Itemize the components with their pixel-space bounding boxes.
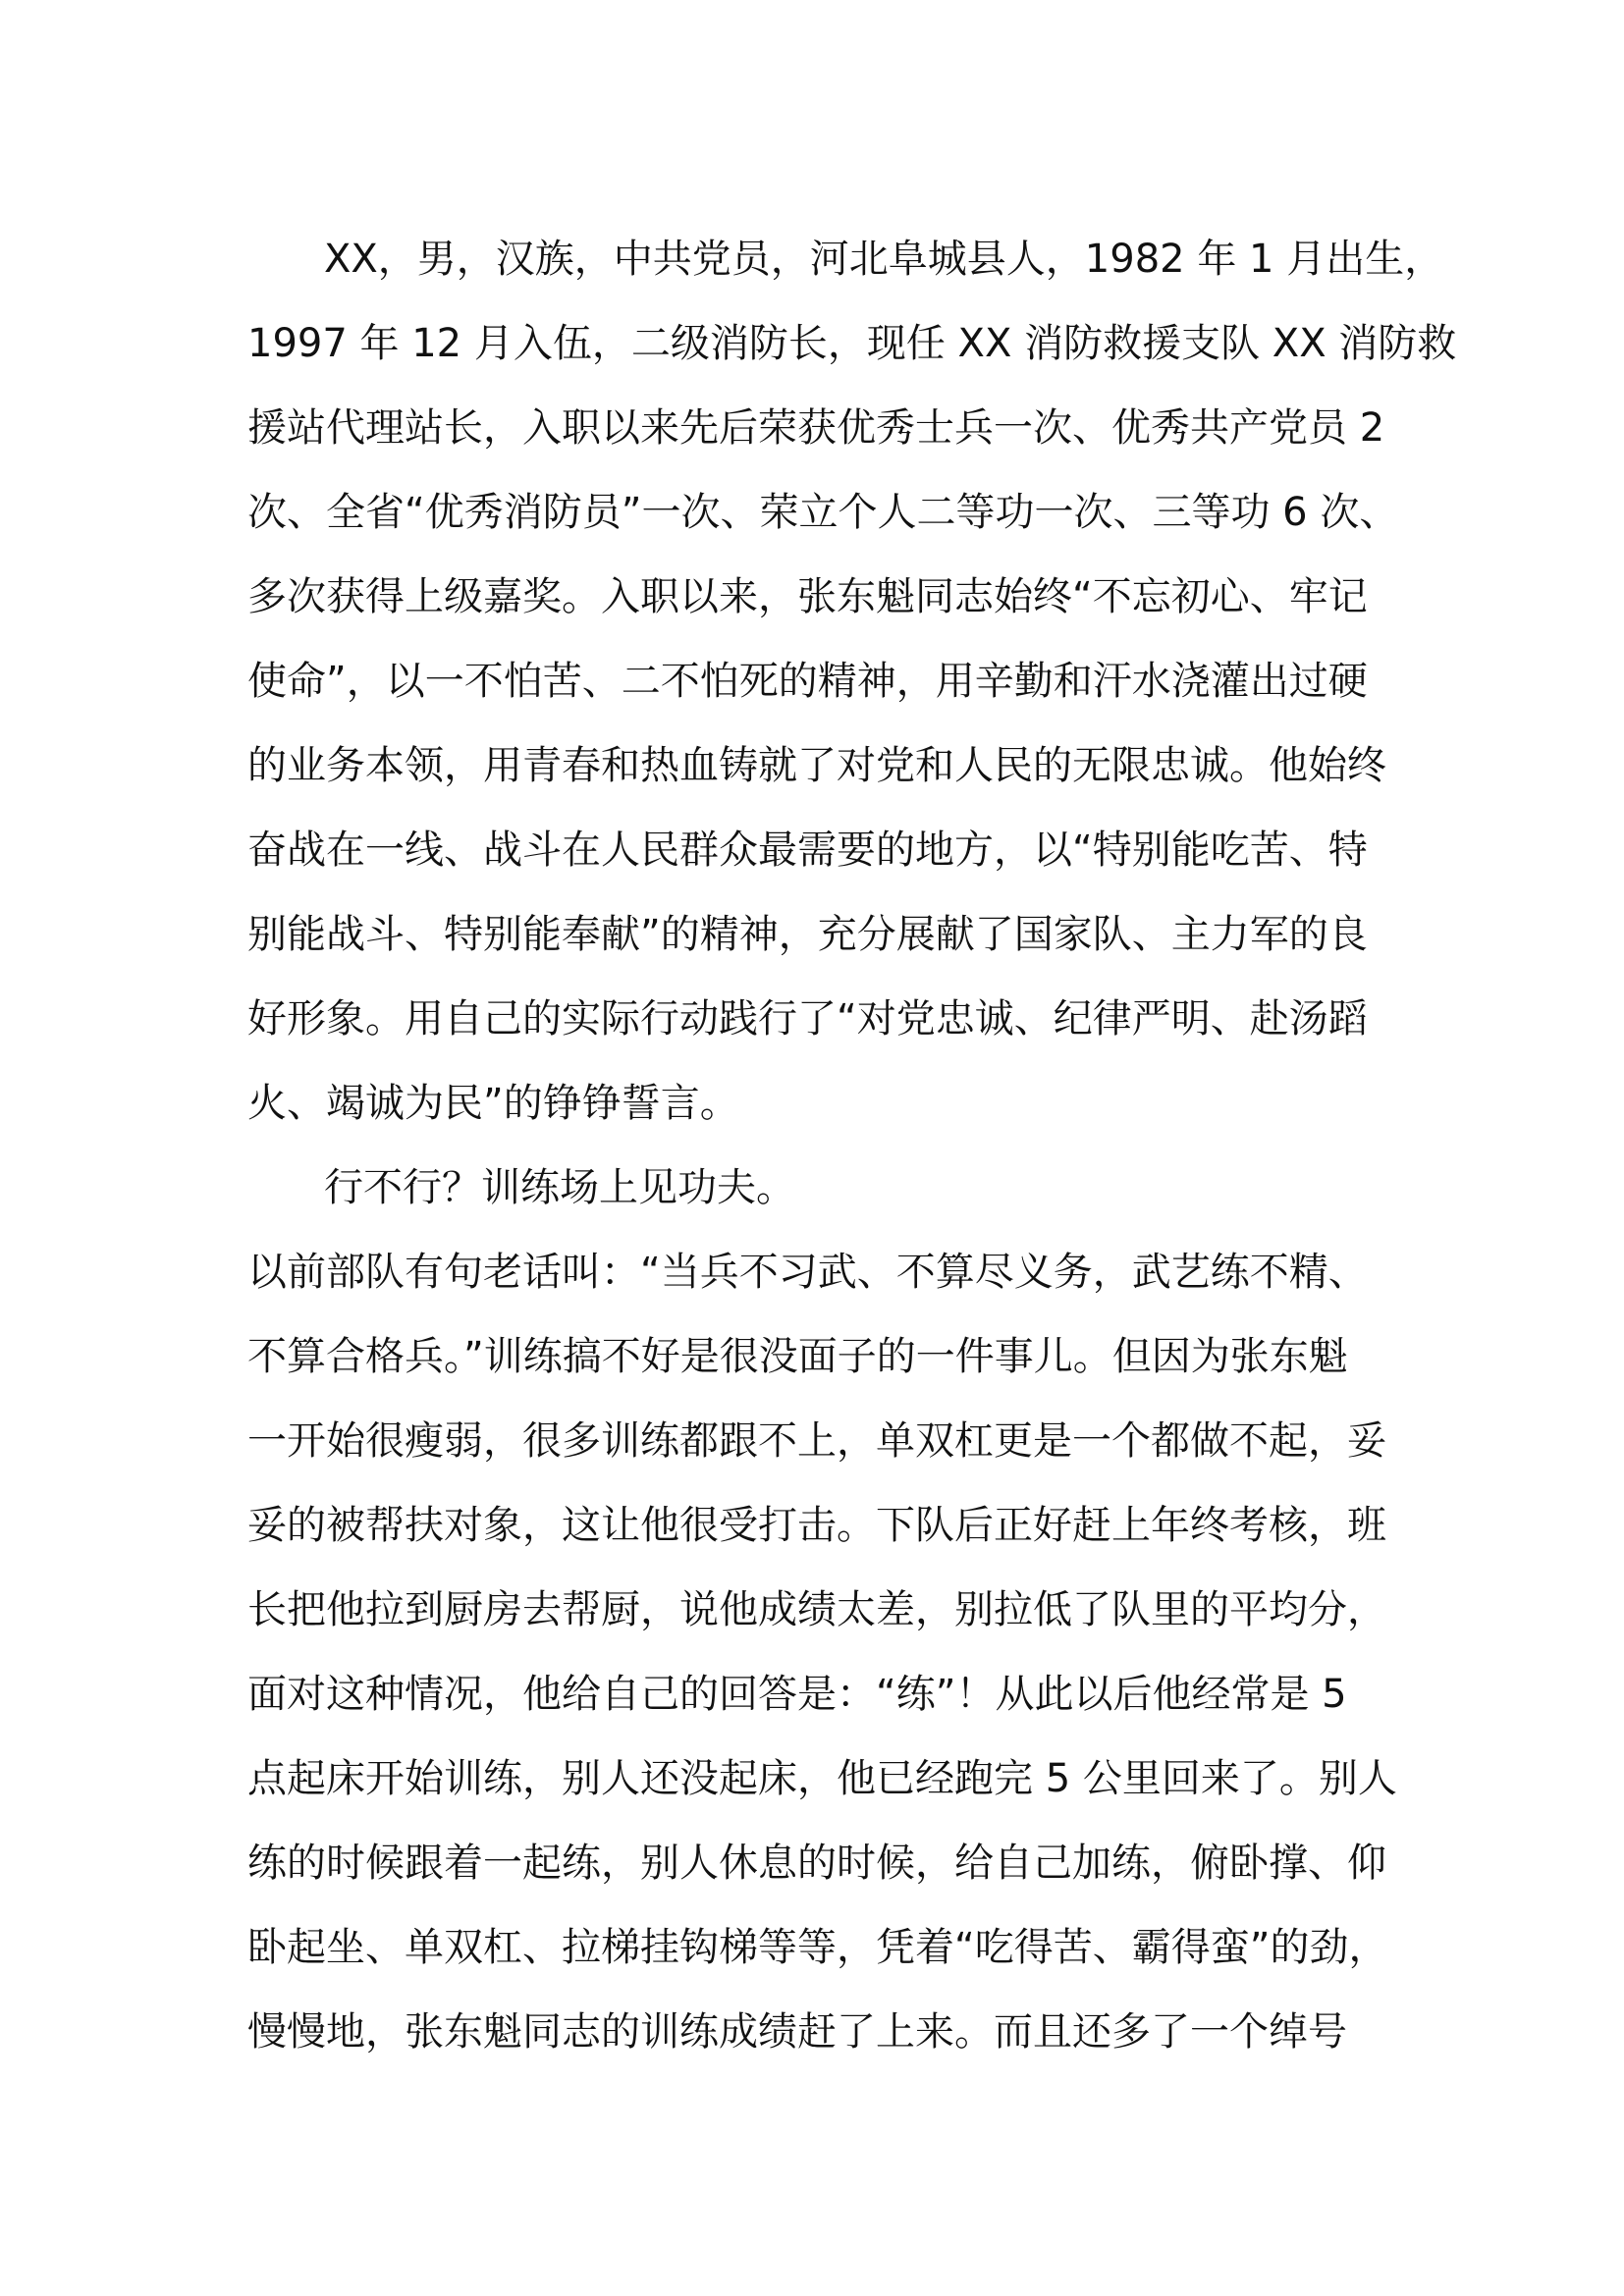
text-line-16: 妥的被帮扶对象，这让他很受打击。下队后正好赶上年终考核，班: [247, 1503, 1386, 1548]
text-line-6: 使命”，以一不怕苦、二不怕死的精神，用辛勤和汗水浇灌出过硬: [247, 659, 1368, 704]
text-line-18: 面对这种情况，他给自己的回答是：“练”！从此以后他经常是 5: [247, 1672, 1347, 1717]
text-line-21: 卧起坐、单双杠、拉梯挂钩梯等等，凭着“吃得苦、霸得蛮”的劲，: [247, 1925, 1388, 1970]
text-line-4: 次、全省“优秀消防员”一次、荣立个人二等功一次、三等功 6 次、: [247, 490, 1399, 535]
text-line-9: 别能战斗、特别能奉献”的精神，充分展献了国家队、主力军的良: [247, 912, 1368, 957]
text-line-3: 援站代理站长，入职以来先后荣获优秀士兵一次、优秀共产党员 2: [247, 405, 1385, 451]
text-line-13: 以前部队有句老话叫：“当兵不习武、不算尽义务，武艺练不精、: [247, 1250, 1368, 1295]
text-line-8: 奋战在一线、战斗在人民群众最需要的地方，以“特别能吃苦、特: [247, 828, 1368, 873]
text-line-19: 点起床开始训练，别人还没起床，他已经跑完 5 公里回来了。别人: [247, 1756, 1397, 1801]
text-line-12: 行不行？训练场上见功夫。: [324, 1165, 795, 1210]
text-line-1: XX，男，汉族，中共党员，河北阜城县人，1982 年 1 月出生，: [324, 237, 1444, 282]
text-line-11: 火、竭诚为民”的铮铮誓言。: [247, 1081, 739, 1126]
text-line-10: 好形象。用自己的实际行动践行了“对党忠诚、纪律严明、赴汤蹈: [247, 996, 1368, 1041]
text-line-14: 不算合格兵。”训练搞不好是很没面子的一件事儿。但因为张东魁: [247, 1334, 1348, 1379]
text-line-15: 一开始很瘦弱，很多训练都跟不上，单双杠更是一个都做不起，妥: [247, 1418, 1386, 1464]
text-line-7: 的业务本领，用青春和热血铸就了对党和人民的无限忠诚。他始终: [247, 743, 1386, 788]
text-line-17: 长把他拉到厨房去帮厨，说他成绩太差，别拉低了队里的平均分，: [247, 1587, 1386, 1632]
text-line-5: 多次获得上级嘉奖。入职以来，张东魁同志始终“不忘初心、牢记: [247, 574, 1368, 619]
text-line-2: 1997 年 12 月入伍，二级消防长，现任 XX 消防救援支队 XX 消防救: [247, 321, 1457, 366]
text-line-20: 练的时候跟着一起练，别人休息的时候，给自己加练，俯卧撑、仰: [247, 1841, 1386, 1886]
text-line-22: 慢慢地，张东魁同志的训练成绩赶了上来。而且还多了一个绰号: [247, 2009, 1347, 2055]
